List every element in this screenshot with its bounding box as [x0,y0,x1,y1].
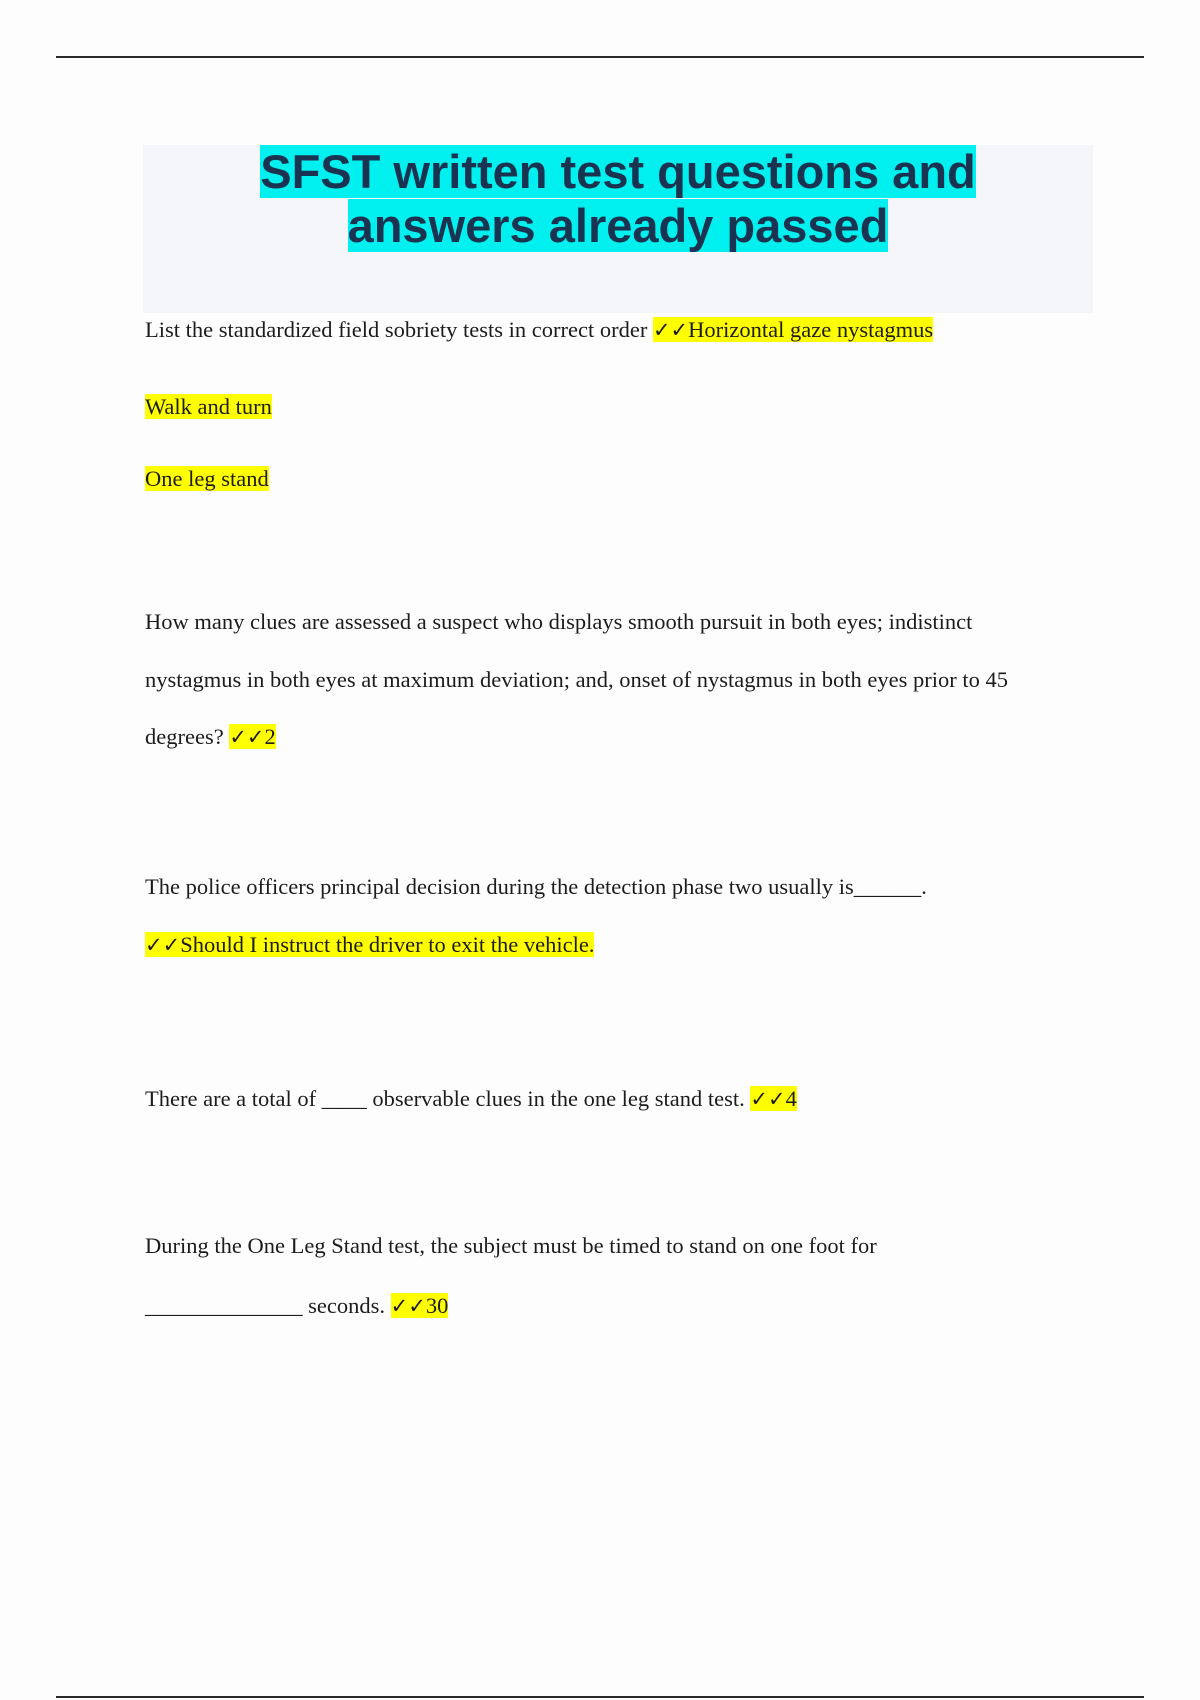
q1-answer-1 [653,317,933,342]
q2-question-line-1 [145,607,972,637]
q5-question-line-2 [145,1291,448,1321]
q2-question-2: nystagmus in both eyes at maximum deviation; and, onset of nystagmus in both eyes prior to 45 [145,667,1009,692]
double-check-icon: ✓✓ [750,1087,786,1111]
top-rule [56,56,1144,58]
q2-question-1: How many clues are assessed a suspect who displays smooth pursuit in both eyes; indistinct [145,609,973,634]
double-check-icon: ✓✓ [145,933,181,957]
title-line-1: SFST written test questions and [260,145,976,198]
q3-answer-line [145,930,594,960]
q4-question: There are a total of ____ observable clues in the one leg stand test. [145,1086,751,1111]
q3-question: The police officers principal decision during the detection phase two usually is______. [145,874,927,899]
q1-answer-2: Walk and turn [145,394,272,419]
double-check-icon: ✓✓ [652,318,689,342]
document-title [143,145,1093,253]
q2-question-line-2 [145,665,1008,695]
q1-question-line [145,315,933,345]
q1-question: List the standardized field sobriety tests in correct order [145,317,653,342]
double-check-icon: ✓✓ [390,1294,426,1318]
title-line-2: answers already passed [347,199,889,252]
q5-question-1: During the One Leg Stand test, the subject must be timed to stand on one foot for [145,1233,877,1258]
q3-answer-text: Should I instruct the driver to exit the vehicle. [180,932,595,957]
title-block [143,145,1093,313]
q1-answer-1-text: Horizontal gaze nystagmus [688,317,934,342]
q1-answer-line-2 [145,392,272,422]
q2-answer [229,724,275,749]
q2-question-3: degrees? [145,724,230,749]
q4-answer [750,1086,796,1111]
q5-question-2: ______________ seconds. [145,1293,391,1318]
q5-answer [391,1293,449,1318]
q2-question-line-3 [145,722,276,752]
q4-question-line [145,1084,797,1114]
q1-answer-line-3 [145,464,269,494]
q5-question-line-1 [145,1231,877,1261]
double-check-icon: ✓✓ [229,725,265,749]
q5-answer-text: 30 [425,1293,449,1318]
bottom-rule [56,1696,1144,1698]
q1-answer-3: One leg stand [145,466,269,491]
q3-question-line [145,872,927,902]
q3-answer [145,932,594,957]
q4-answer-text: 4 [785,1086,797,1111]
q2-answer-text: 2 [264,724,276,749]
